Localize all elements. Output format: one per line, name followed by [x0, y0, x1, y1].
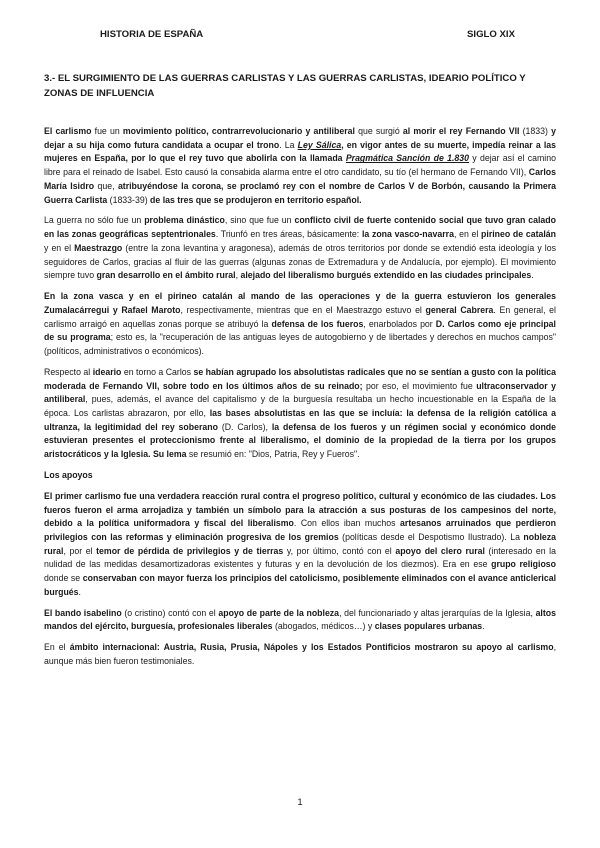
bold-run: En la zona vasca y en el pirineo catalán al mando de las operaciones y de la guerra estuvieron los generales Zumalacárregui y Rafael Maroto	[44, 291, 556, 315]
header-period: SIGLO XIX	[467, 29, 515, 40]
text-run: (1833-39)	[107, 194, 151, 205]
page-number: 1	[297, 797, 303, 808]
paragraph	[44, 290, 556, 359]
text-run: .	[531, 270, 534, 281]
bold-run: conflicto civil de fuerte contenido social que tuvo gran calado en las zonas geográficas septentrionales	[44, 215, 556, 240]
text-run: en torno a Carlos	[121, 366, 194, 377]
bold-run: El carlismo	[44, 126, 92, 136]
text-run: (o cristino) contó con el	[121, 607, 219, 618]
section-title: 3.- EL SURGIMIENTO DE LAS GUERRAS CARLISTAS Y LAS GUERRAS CARLISTAS, IDEARIO POLÍTICO Y ZONAS DE INFLUENCIA	[44, 73, 526, 99]
bold-run: , en vigor antes de su muerte, impedía reinar a las mujeres en España, por lo que el rey tuvo que abolirla con la llamada	[44, 139, 557, 164]
bold-run: apoyo de parte de la nobleza	[218, 607, 340, 618]
text-run: , del funcionariado y altas jerarquías de la Iglesia,	[339, 607, 536, 618]
text-run: ,	[235, 270, 241, 281]
paragraph	[44, 366, 556, 462]
bold-run: gran desarrollo en el ámbito rural	[96, 270, 236, 281]
running-header	[0, 29, 600, 43]
bold-run: la defensa de los fueros y un régimen social y económico donde estuvieran presentes el proteccionismo frente al liberalismo, el dominio de la propiedad de la tierra por los grupos aristocráticos y la Iglesia. Su lema	[44, 421, 557, 460]
text-run: donde se	[44, 573, 83, 584]
bold-run: movimiento político, contrarrevolucionario y antiliberal	[122, 126, 355, 136]
bold-run: atribuyéndose la corona, se proclamó rey con el nombre de Carlos V de Borbón, causando la Primera Guerra Carlista	[44, 180, 556, 205]
support-paragraphs	[44, 490, 556, 669]
text-run: , pues, además, el avance del capitalismo y de la burguesía resultaba un hecho incuestionable en la España de la época. Los carlistas abrazaron, por ello,	[44, 394, 556, 418]
bold-run: ámbito internacional: Austria, Rusia, Prusia, Nápoles y los Estados Pontificios mostraron su apoyo al carlismo	[69, 642, 554, 653]
text-run: La guerra no sólo fue un	[44, 215, 145, 226]
text-run: (interesado en la nulidad de las medidas desamortizadoras existentes y futuras y en la devolución de los diezmos). Era en ese	[44, 545, 556, 570]
text-run: Respecto al	[44, 366, 93, 377]
bold-run: El primer carlismo fue una verdadera reacción rural contra el progreso político, cultural y económico de las ciudades. Los fueros fueron el arma arrojadiza y también un símbolo para la atracción a sus posturas de los campesinos del norte, debido a la política uniformadora y fiscal del liberalismo	[44, 490, 556, 529]
bold-run: pirineo de catalán	[481, 229, 557, 240]
text-run: (entre la zona levantina y aragonesa), además de otros territorios por donde se extendió esta ideología y los seguidores de Carlos, gracias al fluir de las guerras (algunas zonas de Extremadura y de Andalucía, por ejemplo). El movimiento siempre tuvo	[44, 242, 556, 281]
text-run: , aunque más bien fueron testimoniales.	[44, 642, 556, 666]
text-run: se resumió en: "Dios, Patria, Rey y Fueros".	[186, 449, 360, 460]
text-run: . Triunfó en tres áreas, básicamente:	[215, 229, 362, 240]
text-run: por eso, el movimiento fue	[362, 380, 477, 391]
bold-run: altos mandos del ejército, burguesía, profesionales liberales	[44, 607, 556, 632]
text-run: . La	[279, 139, 298, 150]
bold-run: El bando isabelino	[44, 607, 122, 618]
bold-run: ideario	[92, 366, 122, 377]
bold-run: se habían agrupado los absolutistas radicales que no se sentían a gusto con la política moderada de Fernando VII, sobre todo en los últimos años de su reinado;	[44, 366, 557, 391]
underlined-term: Pragmática Sanción de 1.830	[345, 153, 470, 164]
paragraph	[44, 607, 556, 634]
bold-run: problema dinástico	[144, 215, 225, 226]
bold-run: D. Carlos como eje principal de su programa	[44, 318, 556, 343]
text-run: , en el	[453, 229, 482, 240]
bold-run: Carlos María Isidro	[44, 167, 556, 191]
text-run: En el	[44, 642, 70, 653]
bold-run: general Cabrera	[425, 304, 494, 315]
text-run: , sino que fue un	[224, 215, 295, 226]
bold-run: ultraconservador y antiliberal	[44, 380, 557, 405]
paragraph	[44, 490, 556, 600]
bold-run: conservaban con mayor fuerza los principios del catolicismo, posiblemente eliminados con el avance anticlerical burgués	[44, 573, 556, 597]
bold-run: al morir el rey Fernando VII	[402, 126, 520, 136]
text-run: , respectivamente, mientras que en el Maestrazgo estuvo el	[180, 304, 426, 315]
text-run: (políticas desde el Despotismo Ilustrado). La	[338, 531, 524, 542]
bold-run: artesanos arruinados que perdieron privilegios con las reformas y eliminación progresiva de los gremios	[44, 518, 556, 542]
text-run: .	[78, 586, 81, 597]
text-run: fue un	[91, 126, 123, 136]
intro-paragraphs	[44, 125, 556, 462]
bold-run: las bases absolutistas en las que se incluía: la defensa de la religión católica a ultranza, la legitimidad del rey soberano	[44, 407, 556, 432]
text-run: , por el	[63, 545, 97, 556]
header-subject: HISTORIA DE ESPAÑA	[100, 29, 204, 40]
text-run: que surgió	[354, 126, 403, 136]
text-run: ; esto es, la "recuperación de las antiguas leyes de autogobierno y de libertades y derechos en muchos campos" (políticos, administrativos o económicos).	[44, 332, 556, 356]
bold-run: clases populares urbanas	[374, 621, 483, 632]
bold-run: Maestrazgo	[74, 242, 123, 253]
bold-run: alejado del liberalismo burgués extendido en las ciudades principales	[240, 270, 532, 281]
bold-run: temor de pérdida de privilegios y de tierras	[96, 545, 284, 556]
text-run: y en el	[44, 242, 75, 253]
paragraph	[44, 125, 556, 207]
document-body	[44, 125, 556, 676]
bold-run: y dejar a su hija como futura candidata a ocupar el trono	[44, 126, 556, 150]
bold-run: defensa de los fueros	[271, 318, 364, 329]
bold-run: nobleza rural	[44, 531, 556, 556]
text-run: (abogados, médicos…) y	[272, 621, 375, 632]
bold-run: grupo religioso	[491, 559, 556, 570]
text-run: . Con ellos iban muchos	[293, 518, 401, 529]
text-run: y, por último, contó con el	[283, 545, 396, 556]
text-run: que,	[94, 180, 118, 191]
underlined-term: Ley Sálica	[297, 139, 342, 150]
text-run: .	[482, 621, 485, 632]
bold-run: de las tres que se produjeron en territorio español.	[150, 194, 362, 205]
paragraph	[44, 214, 556, 283]
text-run: (D. Carlos),	[217, 421, 272, 432]
subheading-apoyos: Los apoyos	[44, 469, 93, 480]
bold-run: apoyo del clero rural	[395, 545, 485, 556]
bold-run: la zona vasco-navarra	[361, 229, 454, 240]
paragraph	[44, 641, 556, 668]
text-run: . En general, el carlismo arraigó en aquellas zonas porque se atribuyó la	[44, 304, 556, 329]
text-run: , enarbolados por	[363, 318, 436, 329]
text-run: (1833)	[519, 126, 552, 136]
text-run: y dejar así el camino libre para el reinado de Isabel. Esto causó la consabida alarma entre el otro candidato, su tío (el hermano de Fernando VII),	[44, 153, 556, 178]
